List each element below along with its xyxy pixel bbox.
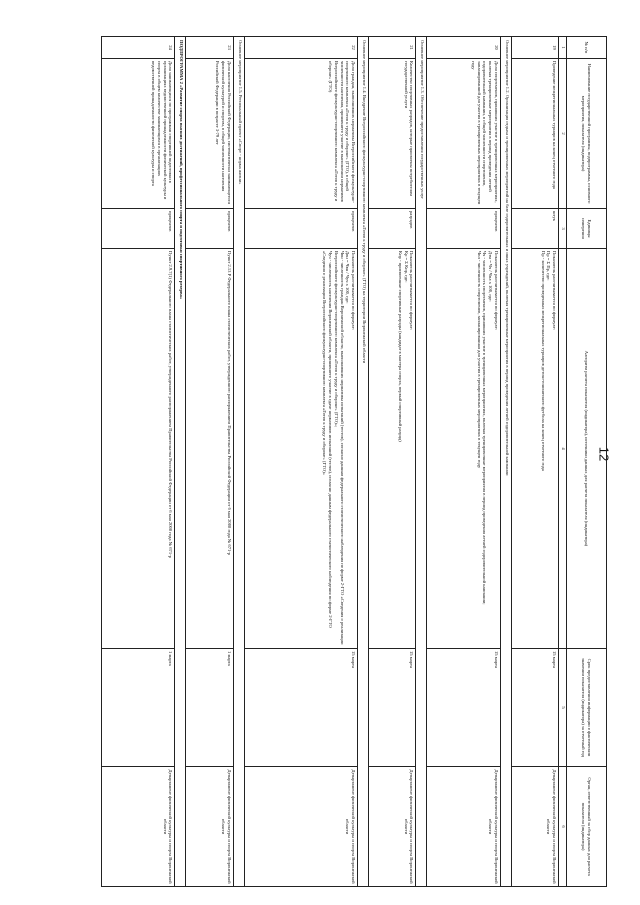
subprogram-title: ПОДПРОГРАММА 2 «Развитие спорта высших достижений, профессионального спорта и подготовки спортивного резерва»: [175, 37, 186, 887]
col-index: 3: [559, 209, 567, 249]
section-row: [416, 37, 427, 887]
table-row: [102, 37, 175, 887]
row-name: Доля занимающихся по программам спортивной подготовки в организациях ведомственной принадлежности физической культуры и спорта в общем количестве занимающихся в организациях ведомственной принадлежности физической культуры и спорта: [102, 59, 175, 209]
table-row: [427, 37, 500, 887]
col-index: 4: [559, 249, 567, 649]
row-responsible: Департамент физической культуры и спорта Воронежской области: [244, 767, 357, 887]
column-index-row: [559, 37, 567, 887]
section-title: Основное мероприятие 1.4. Внедрение Всероссийского физкультурно-спортивного комплекса «Готов к труду и обороне» (ГТО) на территории Воронежской области: [358, 37, 369, 887]
row-num: 24: [102, 37, 175, 59]
row-unit: разрядов: [369, 209, 416, 249]
row-algorithm: Пункт 2.9.7(1) Федерального плана статистических работ, утвержденного распоряжением Правительства Российской Федерации от 6 мая 2008 года № 671-р: [102, 249, 175, 649]
section-title: Основное мероприятие 1.3. Обеспечение предоставления государственных услуг: [416, 37, 427, 887]
page-number: 12: [596, 446, 612, 462]
header-row: [567, 37, 607, 887]
row-unit: процентов: [244, 209, 357, 249]
header-algorithm: Алгоритм расчета показателя (индикатора), источники данных для расчета показателя (индикатора): [567, 249, 607, 649]
table-row: [244, 37, 357, 887]
row-num: 20: [427, 37, 500, 59]
row-num: 22: [244, 37, 357, 59]
row-name: Доля спортсменов, принявших участие в тренировочных мероприятиях, включая тренировочные мероприятия в период проведения летней оздоровительной кампании, в общей численности спортсменов, запланированной для участия в тренировочных мероприятиях в текущем году: [427, 59, 500, 209]
subprogram-row: [175, 37, 186, 887]
row-num: 19: [511, 37, 558, 59]
col-index: 6: [559, 767, 567, 887]
row-name: Проведение межрегиональных турниров на конец отчетного года: [511, 59, 558, 209]
row-unit: процентов: [427, 209, 500, 249]
row-deadline: 1 марта: [102, 649, 175, 767]
row-name: Количество спортивных разрядов, которые присвоены потребителям государственной услуги: [369, 59, 416, 209]
col-index: 5: [559, 649, 567, 767]
header-name: Наименование государственной программы, подпрограммы, основного мероприятия, показателя (индикатора): [567, 59, 607, 209]
row-algorithm: Показатель рассчитывается по формуле: Кр = Σ Кпр, где: Кпр - присвоенные спортивные разряды (кандидат в мастера спорта, первый спортивный разряд): [369, 249, 416, 649]
rotated-table-wrapper: [101, 36, 607, 886]
row-deadline: 15 марта: [369, 649, 416, 767]
row-algorithm: Показатель рассчитывается по формуле: Пр = Σ Пр, где: Пр - количество проведенных межрегиональных турниров детско-юношеского футбола на конец отчетного года: [511, 249, 558, 649]
section-row: [500, 37, 511, 887]
row-deadline: 15 марта: [244, 649, 357, 767]
row-algorithm: Пункт 2.13 Р Федерального плана статистических работ, утвержденного распоряжением Правительства Российской Федерации от 6 мая 2008 года № 671-р: [186, 249, 233, 649]
row-unit: штук: [511, 209, 558, 249]
row-deadline: 1 марта: [186, 649, 233, 767]
col-index: 1: [559, 37, 567, 59]
row-responsible: Департамент физической культуры и спорта Воронежской области: [511, 767, 558, 887]
row-num: 23: [186, 37, 233, 59]
section-row: [358, 37, 369, 887]
row-algorithm: Показатель рассчитывается по формуле: Двн = Чвн / Чуч х 100, где: Чвн - численность граждан Воронежской области, выполнивших нормативы испытаний (тестов), согласно данным федерального статистического наблюдения по форме 2-ГТО «Сведения о реализации Всероссийского физкультурно-спортивного комплекса «Готов к труду и обороне» (ГТО)»; Чуч - численность населения Воронежской области, принявшего участие в сдаче нормативов испытаний (тестов), согласно данным федерального статистического наблюдения по форме 2-ГТО «Сведения о реализации Всероссийского физкультурно-спортивного комплекса «Готов к труду и обороне» (ГТО)»: [244, 249, 357, 649]
header-num: № п/п: [567, 37, 607, 59]
row-responsible: Департамент физической культуры и спорта Воронежской области: [369, 767, 416, 887]
col-index: 2: [559, 59, 567, 209]
table-row: [186, 37, 233, 887]
row-num: 21: [369, 37, 416, 59]
section-title: Основное мероприятие 1.5. Региональный проект «Спорт - норма жизни»: [233, 37, 244, 887]
row-name: Доля граждан, выполнивших нормативы Всероссийского физкультурно-спортивного комплекса «Готов к труду и обороне» (ГТО), в общей численности населения, принявшего участие в выполнении нормативов Всероссийского физкультурно-спортивного комплекса «Готов к труду и обороне» (ГТО): [244, 59, 357, 209]
header-responsible: Орган, ответственный за сбор данных для расчета показателя (индикатора): [567, 767, 607, 887]
row-deadline: 15 марта: [511, 649, 558, 767]
table-row: [511, 37, 558, 887]
row-deadline: 15 марта: [427, 649, 500, 767]
section-title: Основное мероприятие 1.2. Организация отдыха и тренировочных мероприятий на базе оздоровительных и иных учреждений, включая тренировочные мероприятия в период проведения летней оздоровительной кампании: [500, 37, 511, 887]
table-row: [369, 37, 416, 887]
row-responsible: Департамент физической культуры и спорта Воронежской области: [427, 767, 500, 887]
row-unit: процентов: [186, 209, 233, 249]
indicators-table: [101, 36, 607, 887]
header-unit: Единицы измерения: [567, 209, 607, 249]
row-responsible: Департамент физической культуры и спорта Воронежской области: [186, 767, 233, 887]
row-name: Доля населения Российской Федерации, систематически занимающегося физической культурой и спортом, в общей численности населения Российской Федерации в возрасте 3-79 лет: [186, 59, 233, 209]
row-unit: процентов: [102, 209, 175, 249]
row-algorithm: Показатель рассчитывается по формуле: Дтм = Чч / Чпл х 100, где: Чч - численность спортсменов, принявших участие в тренировочных мероприятиях, включая тренировочные мероприятия в период проведения летней оздоровительной кампании; Чпл - численность спортсменов, запланированная для участия в тренировочных мероприятиях в текущем году: [427, 249, 500, 649]
row-responsible: Департамент физической культуры и спорта Воронежской области: [102, 767, 175, 887]
section-row: [233, 37, 244, 887]
header-deadline: Срок предоставления информации о фактическом значении показателя (индикатора) за отчетный год: [567, 649, 607, 767]
